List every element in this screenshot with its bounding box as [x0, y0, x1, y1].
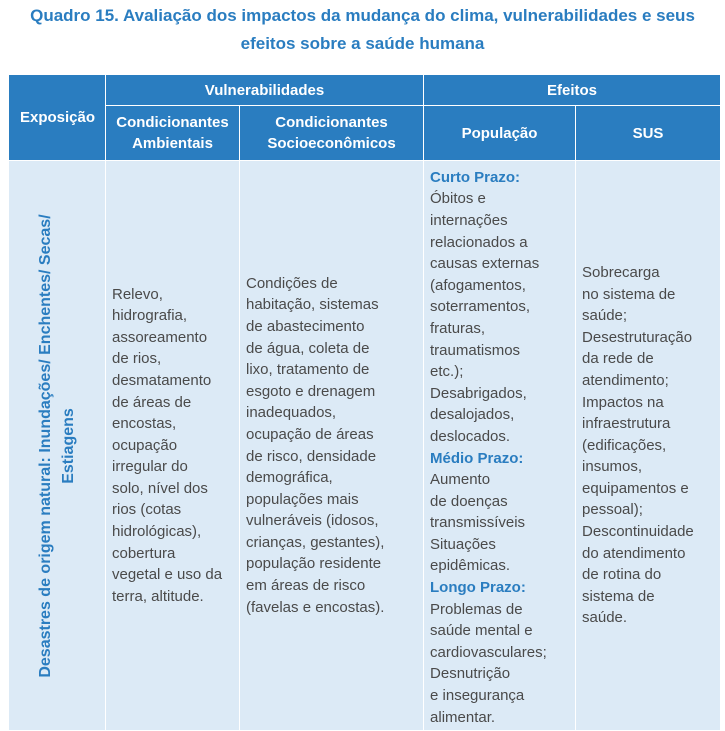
socio-line: habitação, sistemas: [246, 296, 379, 314]
medio-prazo-line: de doenças: [430, 492, 508, 510]
table-row: [10, 161, 721, 731]
caption-line-2: efeitos sobre a saúde humana: [240, 34, 485, 53]
curto-prazo-line: internações: [430, 211, 508, 229]
ambientais-line: ocupação: [112, 436, 178, 454]
cell-condicionantes-ambientais: [106, 161, 240, 731]
curto-prazo-line: causas externas: [430, 255, 540, 273]
sus-line: Desestruturação: [582, 328, 693, 346]
medio-prazo-line: Situações: [430, 535, 496, 553]
ambientais-line: assoreamento: [112, 328, 208, 346]
socio-line: inadequados,: [246, 404, 337, 422]
header-ambientais-line-1: Condicionantes: [116, 114, 229, 131]
longo-prazo-line: Problemas de: [430, 600, 523, 618]
socio-line: (favelas e encostas).: [246, 598, 385, 616]
header-sus: SUS: [576, 106, 721, 161]
sus-line: atendimento;: [582, 371, 669, 389]
medio-prazo-line: transmissíveis: [430, 514, 526, 532]
curto-prazo-line: fraturas,: [430, 319, 486, 337]
sus-line: no sistema de: [582, 285, 676, 303]
socio-line: crianças, gestantes),: [246, 533, 385, 551]
ambientais-line: irregular do: [112, 458, 188, 476]
curto-prazo-line: etc.);: [430, 363, 464, 381]
socio-line: de abastecimento: [246, 317, 365, 335]
sus-line: Impactos na: [582, 393, 664, 411]
socio-line: ocupação de áreas: [246, 425, 374, 443]
ambientais-line: vegetal e uso da: [112, 566, 223, 584]
impacts-table: [9, 74, 721, 731]
ambientais-line: encostas,: [112, 415, 177, 433]
header-socio-line-1: Condicionantes: [275, 114, 388, 131]
ambientais-line: terra, altitude.: [112, 587, 204, 605]
curto-prazo-line: soterramentos,: [430, 298, 531, 316]
ambientais-line: hidrológicas),: [112, 523, 202, 541]
ambientais-line: cobertura: [112, 544, 176, 562]
socio-line: de risco, densidade: [246, 447, 377, 465]
caption-line-1: Quadro 15. Avaliação dos impactos da mudança do clima, vulnerabilidades e seus: [30, 6, 695, 25]
ambientais-line: solo, nível dos: [112, 479, 208, 497]
longo-prazo-label: Longo Prazo:: [430, 579, 526, 597]
socio-line: esgoto e drenagem: [246, 382, 376, 400]
ambientais-line: de áreas de: [112, 393, 192, 411]
socio-line: populações mais: [246, 490, 359, 508]
cell-exposicao: [10, 161, 106, 731]
socio-line: vulneráveis (idosos,: [246, 512, 379, 530]
longo-prazo-line: cardiovasculares;: [430, 643, 547, 661]
socio-line: Condições de: [246, 274, 338, 292]
exposicao-line-1: Desastres de origem natural: Inundações/ Enchentes/ Secas/: [37, 213, 54, 678]
sus-line: da rede de: [582, 350, 654, 368]
socio-line: demográfica,: [246, 469, 333, 487]
curto-prazo-label: Curto Prazo:: [430, 168, 521, 186]
longo-prazo-line: alimentar.: [430, 708, 496, 726]
ambientais-line: de rios,: [112, 350, 162, 368]
cell-sus: [576, 161, 721, 731]
sus-line: insumos,: [582, 458, 643, 476]
medio-prazo-line: Aumento: [430, 471, 491, 489]
sus-line: saúde.: [582, 609, 628, 627]
curto-prazo-line: Desabrigados,: [430, 384, 527, 402]
header-vulnerabilidades: Vulnerabilidades: [106, 75, 424, 106]
header-socio-line-2: Socioeconômicos: [267, 135, 396, 152]
socio-line: população residente: [246, 555, 382, 573]
curto-prazo-line: (afogamentos,: [430, 276, 526, 294]
ambientais-line: hidrografia,: [112, 307, 188, 325]
curto-prazo-line: Óbitos e: [430, 190, 486, 208]
cell-condicionantes-socioeconomicos: [240, 161, 424, 731]
ambientais-line: rios (cotas: [112, 501, 182, 519]
sus-line: (edificações,: [582, 436, 667, 454]
sus-line: saúde;: [582, 307, 628, 325]
sus-line: de rotina do: [582, 566, 662, 584]
longo-prazo-line: e insegurança: [430, 687, 525, 705]
ambientais-line: desmatamento: [112, 371, 212, 389]
header-exposicao: Exposição: [10, 75, 106, 161]
exposicao-line-2: Estiagens: [60, 407, 77, 484]
medio-prazo-line: epidêmicas.: [430, 557, 511, 575]
header-populacao: População: [424, 106, 576, 161]
longo-prazo-line: Desnutrição: [430, 665, 511, 683]
cell-populacao: [424, 161, 576, 731]
sus-line: do atendimento: [582, 544, 686, 562]
curto-prazo-line: relacionados a: [430, 233, 528, 251]
socio-line: em áreas de risco: [246, 577, 366, 595]
sus-line: infraestrutura: [582, 415, 671, 433]
socio-line: de água, coleta de: [246, 339, 370, 357]
header-efeitos: Efeitos: [424, 75, 721, 106]
sus-line: Descontinuidade: [582, 523, 694, 541]
socio-line: lixo, tratamento de: [246, 361, 370, 379]
sus-line: Sobrecarga: [582, 263, 660, 281]
medio-prazo-label: Médio Prazo:: [430, 449, 524, 467]
header-condicionantes-socioeconomicos: [240, 106, 424, 161]
ambientais-line: Relevo,: [112, 285, 163, 303]
table-caption: [0, 2, 725, 58]
header-ambientais-line-2: Ambientais: [132, 135, 213, 152]
exposicao-vertical-text: [34, 186, 80, 706]
sus-line: pessoal);: [582, 501, 643, 519]
longo-prazo-line: saúde mental e: [430, 622, 533, 640]
curto-prazo-line: traumatismos: [430, 341, 521, 359]
curto-prazo-line: desalojados,: [430, 406, 515, 424]
sus-line: equipamentos e: [582, 479, 689, 497]
sus-line: sistema de: [582, 587, 655, 605]
curto-prazo-line: deslocados.: [430, 427, 511, 445]
header-condicionantes-ambientais: [106, 106, 240, 161]
